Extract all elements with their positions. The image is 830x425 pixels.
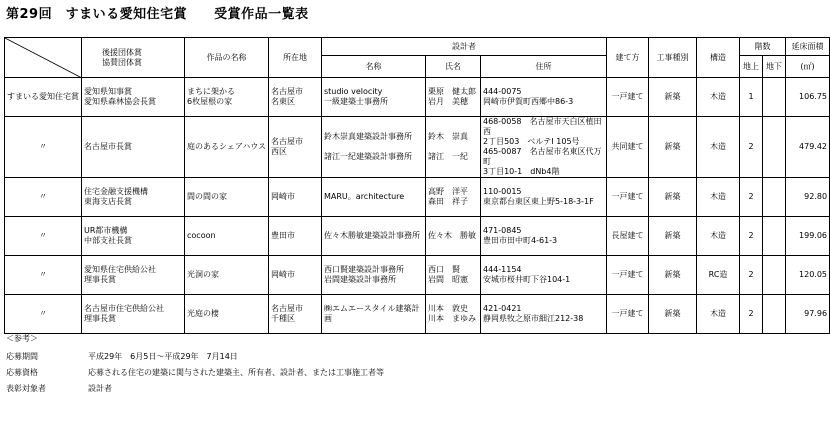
cell-floors-below [763, 178, 786, 217]
header-designer-name: 名称 [322, 56, 426, 78]
cell-floors-above: 2 [740, 117, 763, 178]
cell-designer-person: 西口 賢 岩間 昭憲 [426, 256, 481, 295]
cell-design-firm: MARU。architecture [322, 178, 426, 217]
header-designer-person: 氏名 [426, 56, 481, 78]
cell-build-type: 一戸建て [607, 78, 649, 117]
cell-location: 名古屋市 名東区 [269, 78, 322, 117]
cell-address: 444-0075 岡崎市伊賀町西郷中86-3 [481, 78, 607, 117]
cell-work-type: 新築 [649, 217, 697, 256]
cell-floors-above: 2 [740, 217, 763, 256]
cell-design-firm: studio velocity 一級建築士事務所 [322, 78, 426, 117]
cell-work-name: 光洞の家 [185, 256, 269, 295]
cell-floors-above: 1 [740, 78, 763, 117]
cell-work-type: 新築 [649, 256, 697, 295]
cell-sponsor: 名古屋市長賞 [82, 117, 185, 178]
cell-sponsor: 愛知県住宅供給公社 理事長賞 [82, 256, 185, 295]
cell-sponsor: 愛知県知事賞 愛知県森林協会長賞 [82, 78, 185, 117]
cell-area: 97.96 [786, 295, 830, 334]
cell-area: 199.06 [786, 217, 830, 256]
cell-designer-person: 佐々木 勝敏 [426, 217, 481, 256]
table-row [5, 117, 830, 178]
reference-value: 平成29年 6月5日～平成29年 7月14日 [88, 352, 238, 361]
cell-floors-below [763, 256, 786, 295]
header-designer: 設計者 [322, 38, 607, 56]
header-area-unit: (㎡) [786, 56, 830, 78]
cell-sponsor: UR都市機構 中部支社長賞 [82, 217, 185, 256]
cell-designer-person: 鈴木 崇真 諸江 一紀 [426, 117, 481, 178]
table-row [5, 295, 830, 334]
corner-cell [5, 38, 82, 78]
reference-value: 応募される住宅の建築に関与された建築主、所有者、設計者、または工事施工者等 [88, 368, 384, 377]
header-floors: 階数 [740, 38, 786, 56]
cell-design-firm: 佐々木勝敏建築設計事務所 [322, 217, 426, 256]
cell-work-type: 新築 [649, 295, 697, 334]
cell-build-type: 共同建て [607, 117, 649, 178]
reference-item [6, 367, 384, 378]
reference-value: 設計者 [88, 384, 112, 393]
cell-address: 421-0421 静岡県牧之原市細江212-38 [481, 295, 607, 334]
page-title: 第29回 すまいる愛知住宅賞 受賞作品一覧表 [6, 7, 309, 22]
reference-item [6, 383, 112, 394]
cell-area: 92.80 [786, 178, 830, 217]
table-row [5, 217, 830, 256]
cell-build-type: 一戸建て [607, 256, 649, 295]
cell-structure: 木造 [697, 295, 740, 334]
reference-label: 表彰対象者 [6, 384, 46, 393]
cell-address: 110-0015 東京都台東区東上野5-18-3-1F [481, 178, 607, 217]
cell-design-firm: 鈴木崇真建築設計事務所 諸江一紀建築設計事務所 [322, 117, 426, 178]
reference-item [6, 351, 238, 362]
cell-floors-above: 2 [740, 256, 763, 295]
header-work-name: 作品の名称 [185, 38, 269, 78]
cell-work-name: 庭のあるシェアハウス [185, 117, 269, 178]
cell-location: 名古屋市 千種区 [269, 295, 322, 334]
cell-structure: 木造 [697, 78, 740, 117]
cell-floors-above: 2 [740, 178, 763, 217]
header-build-type: 建て方 [607, 38, 649, 78]
cell-work-name: 光庭の棲 [185, 295, 269, 334]
cell-award: 〃 [5, 217, 82, 256]
cell-designer-person: 栗原 健太郎 岩月 美穂 [426, 78, 481, 117]
header-designer-address: 住所 [481, 56, 607, 78]
cell-award: 〃 [5, 295, 82, 334]
header-location: 所在地 [269, 38, 322, 78]
cell-work-name: まちに架かる 6枚屋根の家 [185, 78, 269, 117]
cell-work-name: cocoon [185, 217, 269, 256]
diagonal-line [5, 38, 82, 78]
header-work-type: 工事種別 [649, 38, 697, 78]
cell-work-type: 新築 [649, 178, 697, 217]
cell-design-firm: 西口賢建築設計事務所 岩間建築設計事務所 [322, 256, 426, 295]
header-structure: 構造 [697, 38, 740, 78]
cell-design-firm: ㈱エムエースタイル建築計画 [322, 295, 426, 334]
cell-work-name: 間の間の家 [185, 178, 269, 217]
cell-structure: 木造 [697, 117, 740, 178]
cell-floors-below [763, 217, 786, 256]
reference-heading: ＜参考＞ [6, 334, 38, 343]
cell-structure: 木造 [697, 178, 740, 217]
header-sponsor: 後援団体賞 協賛団体賞 [82, 38, 185, 78]
cell-location: 岡崎市 [269, 256, 322, 295]
cell-floors-below [763, 78, 786, 117]
cell-build-type: 長屋建て [607, 217, 649, 256]
cell-address: 468-0058 名古屋市天白区植田西 2丁目503 ベルテⅠ 105号 465-0087 名古屋市名東区代万町 3丁目10-1 dNb4階 [481, 117, 607, 178]
cell-area: 106.75 [786, 78, 830, 117]
cell-award: 〃 [5, 256, 82, 295]
cell-address: 444-1154 安城市桜井町下谷104-1 [481, 256, 607, 295]
cell-area: 479.42 [786, 117, 830, 178]
cell-build-type: 一戸建て [607, 295, 649, 334]
header-area: 延床面積 [786, 38, 830, 56]
cell-floors-below [763, 117, 786, 178]
cell-work-type: 新築 [649, 117, 697, 178]
cell-structure: 木造 [697, 217, 740, 256]
cell-location: 岡崎市 [269, 178, 322, 217]
cell-location: 豊田市 [269, 217, 322, 256]
header-above: 地上 [740, 56, 763, 78]
cell-designer-person: 高野 洋平 森田 祥子 [426, 178, 481, 217]
cell-area: 120.05 [786, 256, 830, 295]
cell-build-type: 一戸建て [607, 178, 649, 217]
cell-location: 名古屋市 西区 [269, 117, 322, 178]
cell-work-type: 新築 [649, 78, 697, 117]
awards-table [4, 37, 830, 334]
cell-structure: RC造 [697, 256, 740, 295]
cell-address: 471-0845 豊田市田中町4-61-3 [481, 217, 607, 256]
table-row [5, 178, 830, 217]
cell-floors-below [763, 295, 786, 334]
table-row [5, 78, 830, 117]
table-row [5, 256, 830, 295]
cell-award: 〃 [5, 117, 82, 178]
cell-award: 〃 [5, 178, 82, 217]
reference-label: 応募資格 [6, 368, 38, 377]
cell-floors-above: 2 [740, 295, 763, 334]
cell-award: すまいる愛知住宅賞 [5, 78, 82, 117]
cell-sponsor: 住宅金融支援機構 東海支店長賞 [82, 178, 185, 217]
cell-sponsor: 名古屋市住宅供給公社 理事長賞 [82, 295, 185, 334]
cell-designer-person: 川本 敦史 川本 まゆみ [426, 295, 481, 334]
header-below: 地下 [763, 56, 786, 78]
reference-label: 応募期間 [6, 352, 38, 361]
